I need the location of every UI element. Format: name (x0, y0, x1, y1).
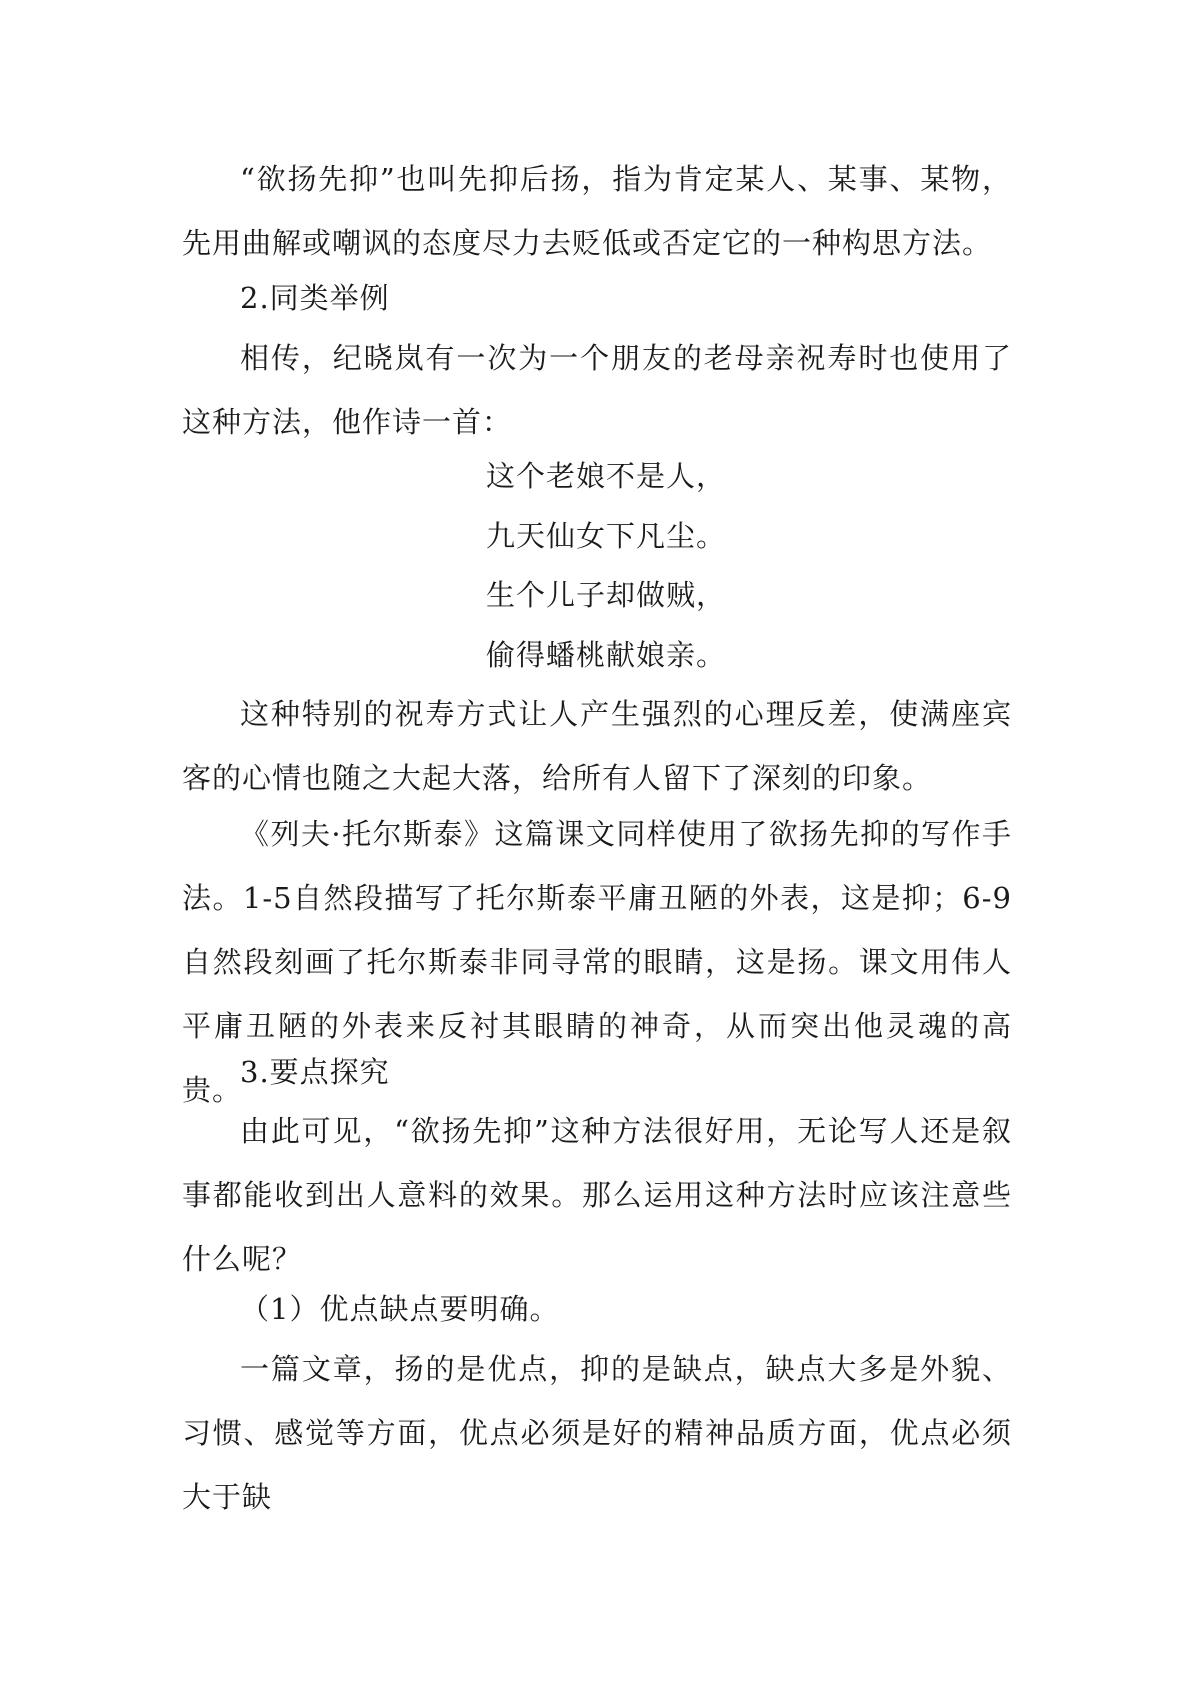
heading-point-1: （1）优点缺点要明确。 (240, 1292, 560, 1326)
heading-same-type-examples: 2.同类举例 (240, 281, 390, 315)
heading-key-points: 3.要点探究 (240, 1055, 390, 1089)
poem-line-4: 偷得蟠桃献娘亲。 (486, 638, 727, 672)
paragraph-tolstoy: 《列夫·托尔斯泰》这篇课文同样使用了欲扬先抑的写作手法。1-5自然段描写了托尔斯泰平庸丑陋的外表，这是抑；6-9自然段刻画了托尔斯泰非同寻常的眼睛，这是扬。课文用伟人平庸丑陋的外表来反衬其眼睛的神奇，从而突出他灵魂的高贵。 (182, 817, 1012, 1107)
poem-line-1: 这个老娘不是人， (486, 459, 727, 493)
paragraph-point-1-text: 一篇文章，扬的是优点，抑的是缺点，缺点大多是外貌、习惯、感觉等方面，优点必须是好的精神品质方面，优点必须大于缺 (182, 1352, 1012, 1514)
paragraph-example-intro: 相传，纪晓岚有一次为一个朋友的老母亲祝寿时也使用了这种方法，他作诗一首： (182, 341, 1012, 439)
poem-line-2: 九天仙女下凡尘。 (486, 519, 727, 553)
paragraph-definition: “欲扬先抑”也叫先抑后扬，指为肯定某人、某事、某物，先用曲解或嘲讽的态度尽力去贬低或否定它的一种构思方法。 (182, 162, 1012, 260)
paragraph-example-effect: 这种特别的祝寿方式让人产生强烈的心理反差，使满座宾客的心情也随之大起大落，给所有人留下了深刻的印象。 (182, 697, 1012, 795)
poem-line-3: 生个儿子却做贼， (486, 578, 727, 612)
paragraph-inquiry: 由此可见，“欲扬先抑”这种方法很好用，无论写人还是叙事都能收到出人意料的效果。那么运用这种方法时应该注意些什么呢？ (182, 1114, 1012, 1276)
